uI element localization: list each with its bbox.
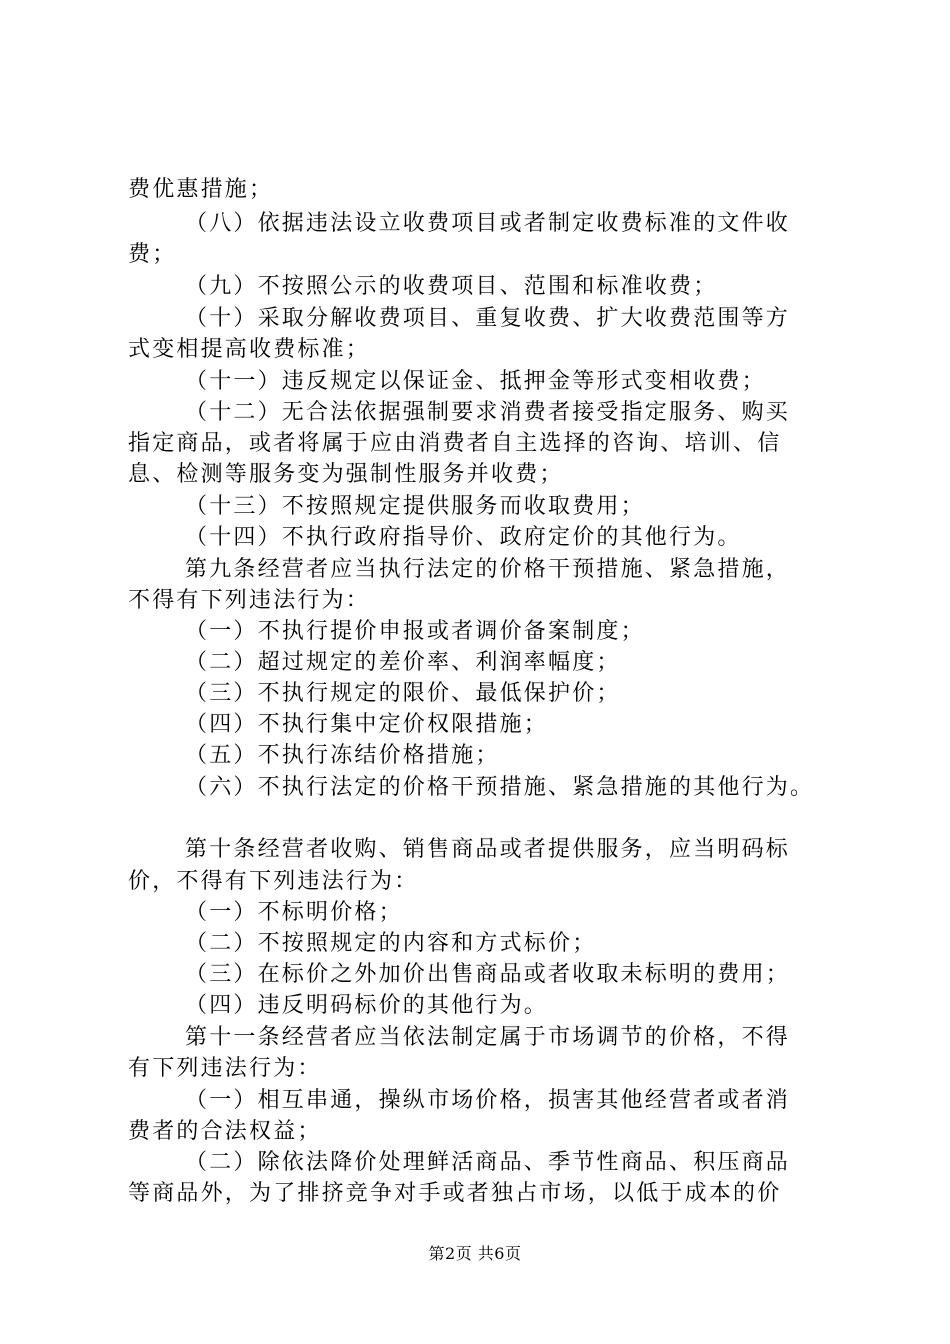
- text-line: （八）依据违法设立收费项目或者制定收费标准的文件收: [185, 211, 791, 236]
- text-line: （十四）不执行政府指导价、政府定价的其他行为。: [185, 525, 742, 550]
- article-heading: 第十一条经营者应当依法制定属于市场调节的价格，不得: [185, 1025, 791, 1050]
- text-line: （六）不执行法定的价格干预措施、紧急措施的其他行为。: [185, 775, 815, 800]
- text-line: （四）违反明码标价的其他行为。: [185, 993, 549, 1018]
- text-line: （一）相互串通，操纵市场价格，损害其他经营者或者消: [185, 1088, 791, 1113]
- text-line: （三）在标价之外加价出售商品或者收取未标明的费用；: [185, 962, 791, 987]
- article-heading: 第十条经营者收购、销售商品或者提供服务，应当明码标: [185, 837, 791, 862]
- text-line: （一）不执行提价申报或者调价备案制度；: [185, 619, 645, 644]
- text-line: （三）不执行规定的限价、最低保护价；: [185, 681, 621, 706]
- text-line: （二）不按照规定的内容和方式标价；: [185, 931, 597, 956]
- text-line: （一）不标明价格；: [185, 900, 403, 925]
- text-line: （十一）违反规定以保证金、抵押金等形式变相收费；: [185, 369, 766, 394]
- text-line: （二）除依法降价处理鲜活商品、季节性商品、积压商品: [185, 1150, 791, 1175]
- text-line: 等商品外，为了排挤竞争对手或者独占市场，以低于成本的价: [128, 1181, 782, 1206]
- text-line: 费者的合法权益；: [128, 1119, 322, 1144]
- text-line: （四）不执行集中定价权限措施；: [185, 712, 549, 737]
- text-line: 费优惠措施；: [128, 177, 274, 202]
- text-line: （二）超过规定的差价率、利润率幅度；: [185, 650, 621, 675]
- text-line: （十）采取分解收费项目、重复收费、扩大收费范围等方: [185, 306, 791, 331]
- article-heading: 第九条经营者应当执行法定的价格干预措施、紧急措施，: [185, 557, 791, 582]
- text-line: 价，不得有下列违法行为：: [128, 869, 419, 894]
- text-line: 息、检测等服务变为强制性服务并收费；: [128, 462, 564, 487]
- text-line: （十三）不按照规定提供服务而收取费用；: [185, 494, 645, 519]
- text-line: （九）不按照公示的收费项目、范围和标准收费；: [185, 274, 718, 299]
- text-line: 指定商品，或者将属于应由消费者自主选择的咨询、培训、信: [128, 431, 782, 456]
- text-line: 不得有下列违法行为：: [128, 588, 371, 613]
- text-line: 费；: [128, 242, 177, 267]
- page-number-footer: 第2页 共6页: [428, 1244, 522, 1263]
- text-line: 式变相提高收费标准；: [128, 337, 371, 362]
- text-line: （五）不执行冻结价格措施；: [185, 743, 500, 768]
- text-line: （十二）无合法依据强制要求消费者接受指定服务、购买: [185, 400, 791, 425]
- text-line: 有下列违法行为：: [128, 1056, 322, 1081]
